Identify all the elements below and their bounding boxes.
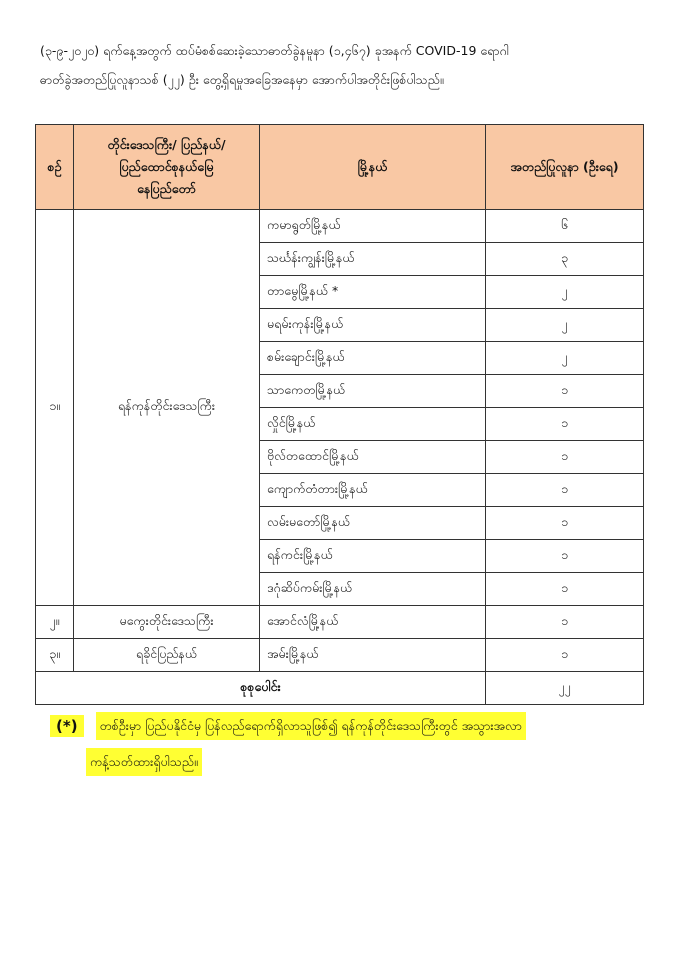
count-cell: ၂ <box>486 309 644 342</box>
intro-line-1: (၃-၉-၂၀၂၀) ရက်နေ့အတွက် ထပ်မံစစ်ဆေးခဲ့သောဓာတ်ခွဲနမူနာ (၁,၄၆၇) ခုအနက် COVID-19 ရောဂါ <box>40 43 509 58</box>
township-cell: အောင်လံမြို့နယ် <box>260 606 486 639</box>
township-cell: မရမ်းကုန်းမြို့နယ် <box>260 309 486 342</box>
township-cell: သာကေတမြို့နယ် <box>260 375 486 408</box>
township-cell: သင်္ဃန်းကျွန်းမြို့နယ် <box>260 243 486 276</box>
table-row <box>36 606 644 639</box>
total-value: ၂၂ <box>486 672 644 705</box>
row-number: ၃။ <box>36 639 74 672</box>
region-cell: ရန်ကုန်တိုင်းဒေသကြီး <box>74 210 260 606</box>
count-cell: ၃ <box>486 243 644 276</box>
row-number: ၂။ <box>36 606 74 639</box>
count-cell: ၆ <box>486 210 644 243</box>
township-cell: ရန်ကင်းမြို့နယ် <box>260 540 486 573</box>
header-region-line-1: တိုင်းဒေသကြီး/ ပြည်နယ်/ <box>107 137 226 152</box>
footnote-line-1: တစ်ဦးမှာ ပြည်ပနိုင်ငံမှ ပြန်လည်ရောက်ရှိလာသူဖြစ်၍ ရန်ကုန်တိုင်းဒေသကြီးတွင် အသွားအလာ <box>96 712 526 740</box>
count-cell: ၁ <box>486 474 644 507</box>
count-cell: ၁ <box>486 540 644 573</box>
table-header-row <box>36 125 644 210</box>
count-cell: ၂ <box>486 342 644 375</box>
township-cell: ဗိုလ်တထောင်မြို့နယ် <box>260 441 486 474</box>
table-row <box>36 210 644 243</box>
footnote <box>50 712 642 776</box>
total-row <box>36 672 644 705</box>
township-cell: ဒဂုံဆိပ်ကမ်းမြို့နယ် <box>260 573 486 606</box>
header-region <box>74 125 260 210</box>
header-region-line-2: ပြည်ထောင်စုနယ်မြေ <box>119 159 214 174</box>
township-cell: တာမွေမြို့နယ် * <box>260 276 486 309</box>
region-cell: ရခိုင်ပြည်နယ် <box>74 639 260 672</box>
total-label: စုစုပေါင်း <box>36 672 486 705</box>
count-cell: ၁ <box>486 606 644 639</box>
header-count: အတည်ပြုလူနာ (ဦးရေ) <box>486 125 644 210</box>
table-row <box>36 639 644 672</box>
count-cell: ၁ <box>486 507 644 540</box>
header-no: စဉ် <box>36 125 74 210</box>
footnote-line-2: ကန့်သတ်ထားရှိပါသည်။ <box>86 748 202 776</box>
header-township: မြို့နယ် <box>260 125 486 210</box>
intro-line-2: ဓာတ်ခွဲအတည်ပြုလူနာသစ် (၂၂) ဦး တွေ့ရှိရမှုအခြေအနေမှာ အောက်ပါအတိုင်းဖြစ်ပါသည်။ <box>40 72 444 87</box>
count-cell: ၁ <box>486 573 644 606</box>
count-cell: ၂ <box>486 276 644 309</box>
region-cell: မကွေးတိုင်းဒေသကြီး <box>74 606 260 639</box>
cases-table <box>35 124 644 705</box>
township-cell: ကမာရွတ်မြို့နယ် <box>260 210 486 243</box>
township-cell: ကျောက်တံတားမြို့နယ် <box>260 474 486 507</box>
count-cell: ၁ <box>486 639 644 672</box>
table-body <box>36 210 644 705</box>
footnote-mark: (*) <box>50 715 84 737</box>
header-region-line-3: နေပြည်တော် <box>137 181 196 196</box>
count-cell: ၁ <box>486 375 644 408</box>
intro-paragraph <box>40 36 650 94</box>
row-number: ၁။ <box>36 210 74 606</box>
township-cell: စမ်းချောင်းမြို့နယ် <box>260 342 486 375</box>
township-cell: လမ်းမတော်မြို့နယ် <box>260 507 486 540</box>
count-cell: ၁ <box>486 441 644 474</box>
count-cell: ၁ <box>486 408 644 441</box>
township-cell: လှိုင်မြို့နယ် <box>260 408 486 441</box>
township-cell: အမ်းမြို့နယ် <box>260 639 486 672</box>
